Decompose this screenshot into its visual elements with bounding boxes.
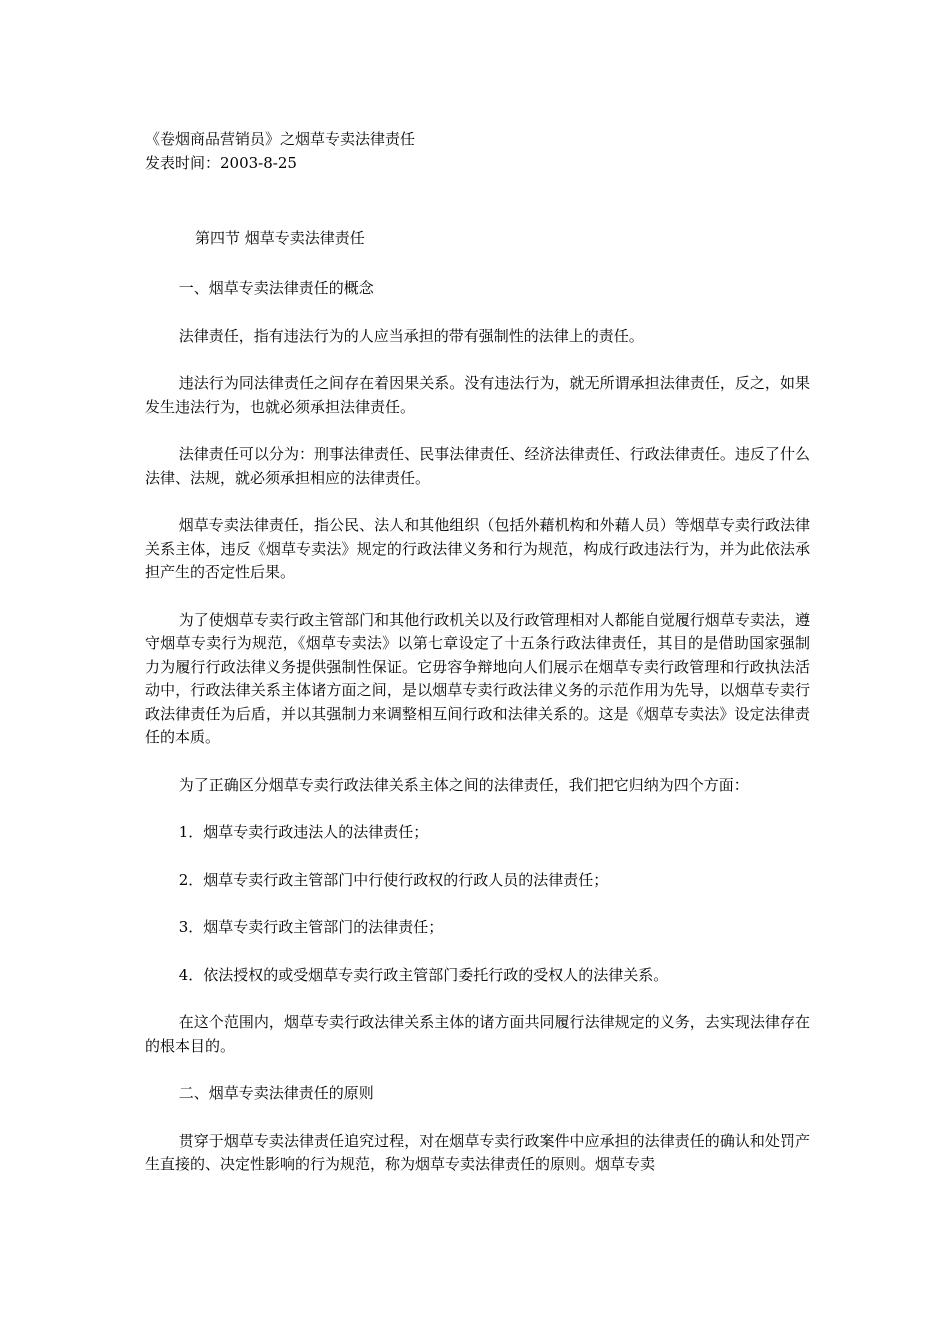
body-paragraph: 法律责任，指有违法行为的人应当承担的带有强制性的法律上的责任。 <box>178 326 644 345</box>
body-paragraph: 为了使烟草专卖行政主管部门和其他行政机关以及行政管理相对人都能自觉履行烟草专卖法，遵守烟草专卖行为规范，《烟草专卖法》以第七章设定了十五条行政法律责任，其目的是借助国家强制力为履行行政法律义务提供强制性保证。它毋容争辩地向人们展示在烟草专卖行政管理和行政执法活动中，行政法律关系主体诸方面之间，是以烟草专卖行政法律义务的示范作用为先导，以烟草专卖行政法律责任为后盾，并以其强制力来调整相互间行政和法律关系的。这是《烟草专卖法》设定法律责任的本质。 <box>145 610 810 746</box>
list-item: 2．烟草专卖行政主管部门中行使行政权的行政人员的法律责任； <box>178 870 609 889</box>
list-item: 4．依法授权的或受烟草专卖行政主管部门委托行政的受权人的法律关系。 <box>178 965 669 984</box>
publish-date: 发表时间：2003-8-25 <box>145 154 297 172</box>
list-item: 1．烟草专卖行政违法人的法律责任； <box>178 823 429 841</box>
body-paragraph: 烟草专卖法律责任，指公民、法人和其他组织（包括外藉机构和外藉人员）等烟草专卖行政法律关系主体，违反《烟草专卖法》规定的行政法律义务和行为规范，构成行政违法行为，并为此依法承担产生的否定性后果。 <box>145 516 810 581</box>
document-body <box>145 277 810 1201</box>
subheading-principles: 二、烟草专卖法律责任的原则 <box>178 1084 374 1102</box>
body-paragraph: 为了正确区分烟草专卖行政法律关系主体之间的法律责任，我们把它归纳为四个方面： <box>178 775 749 794</box>
body-paragraph: 违法行为同法律责任之间存在着因果关系。没有违法行为，就无所谓承担法律责任，反之，如果发生违法行为，也就必须承担法律责任。 <box>145 374 810 416</box>
document-title: 《卷烟商品营销员》之烟草专卖法律责任 <box>145 130 416 148</box>
body-paragraph: 在这个范围内，烟草专卖行政法律关系主体的诸方面共同履行法律规定的义务，去实现法律存在的根本目的。 <box>145 1013 810 1055</box>
section-heading: 第四节 烟草专卖法律责任 <box>195 229 365 247</box>
body-paragraph: 法律责任可以分为：刑事法律责任、民事法律责任、经济法律责任、行政法律责任。违反了什么法律、法规，就必须承担相应的法律责任。 <box>145 445 810 487</box>
list-item: 3．烟草专卖行政主管部门的法律责任； <box>178 918 444 936</box>
body-paragraph: 贯穿于烟草专卖法律责任追究过程，对在烟草专卖行政案件中应承担的法律责任的确认和处罚产生直接的、决定性影响的行为规范，称为烟草专卖法律责任的原则。烟草专卖 <box>145 1131 810 1173</box>
subheading-concept: 一、烟草专卖法律责任的概念 <box>178 279 374 297</box>
